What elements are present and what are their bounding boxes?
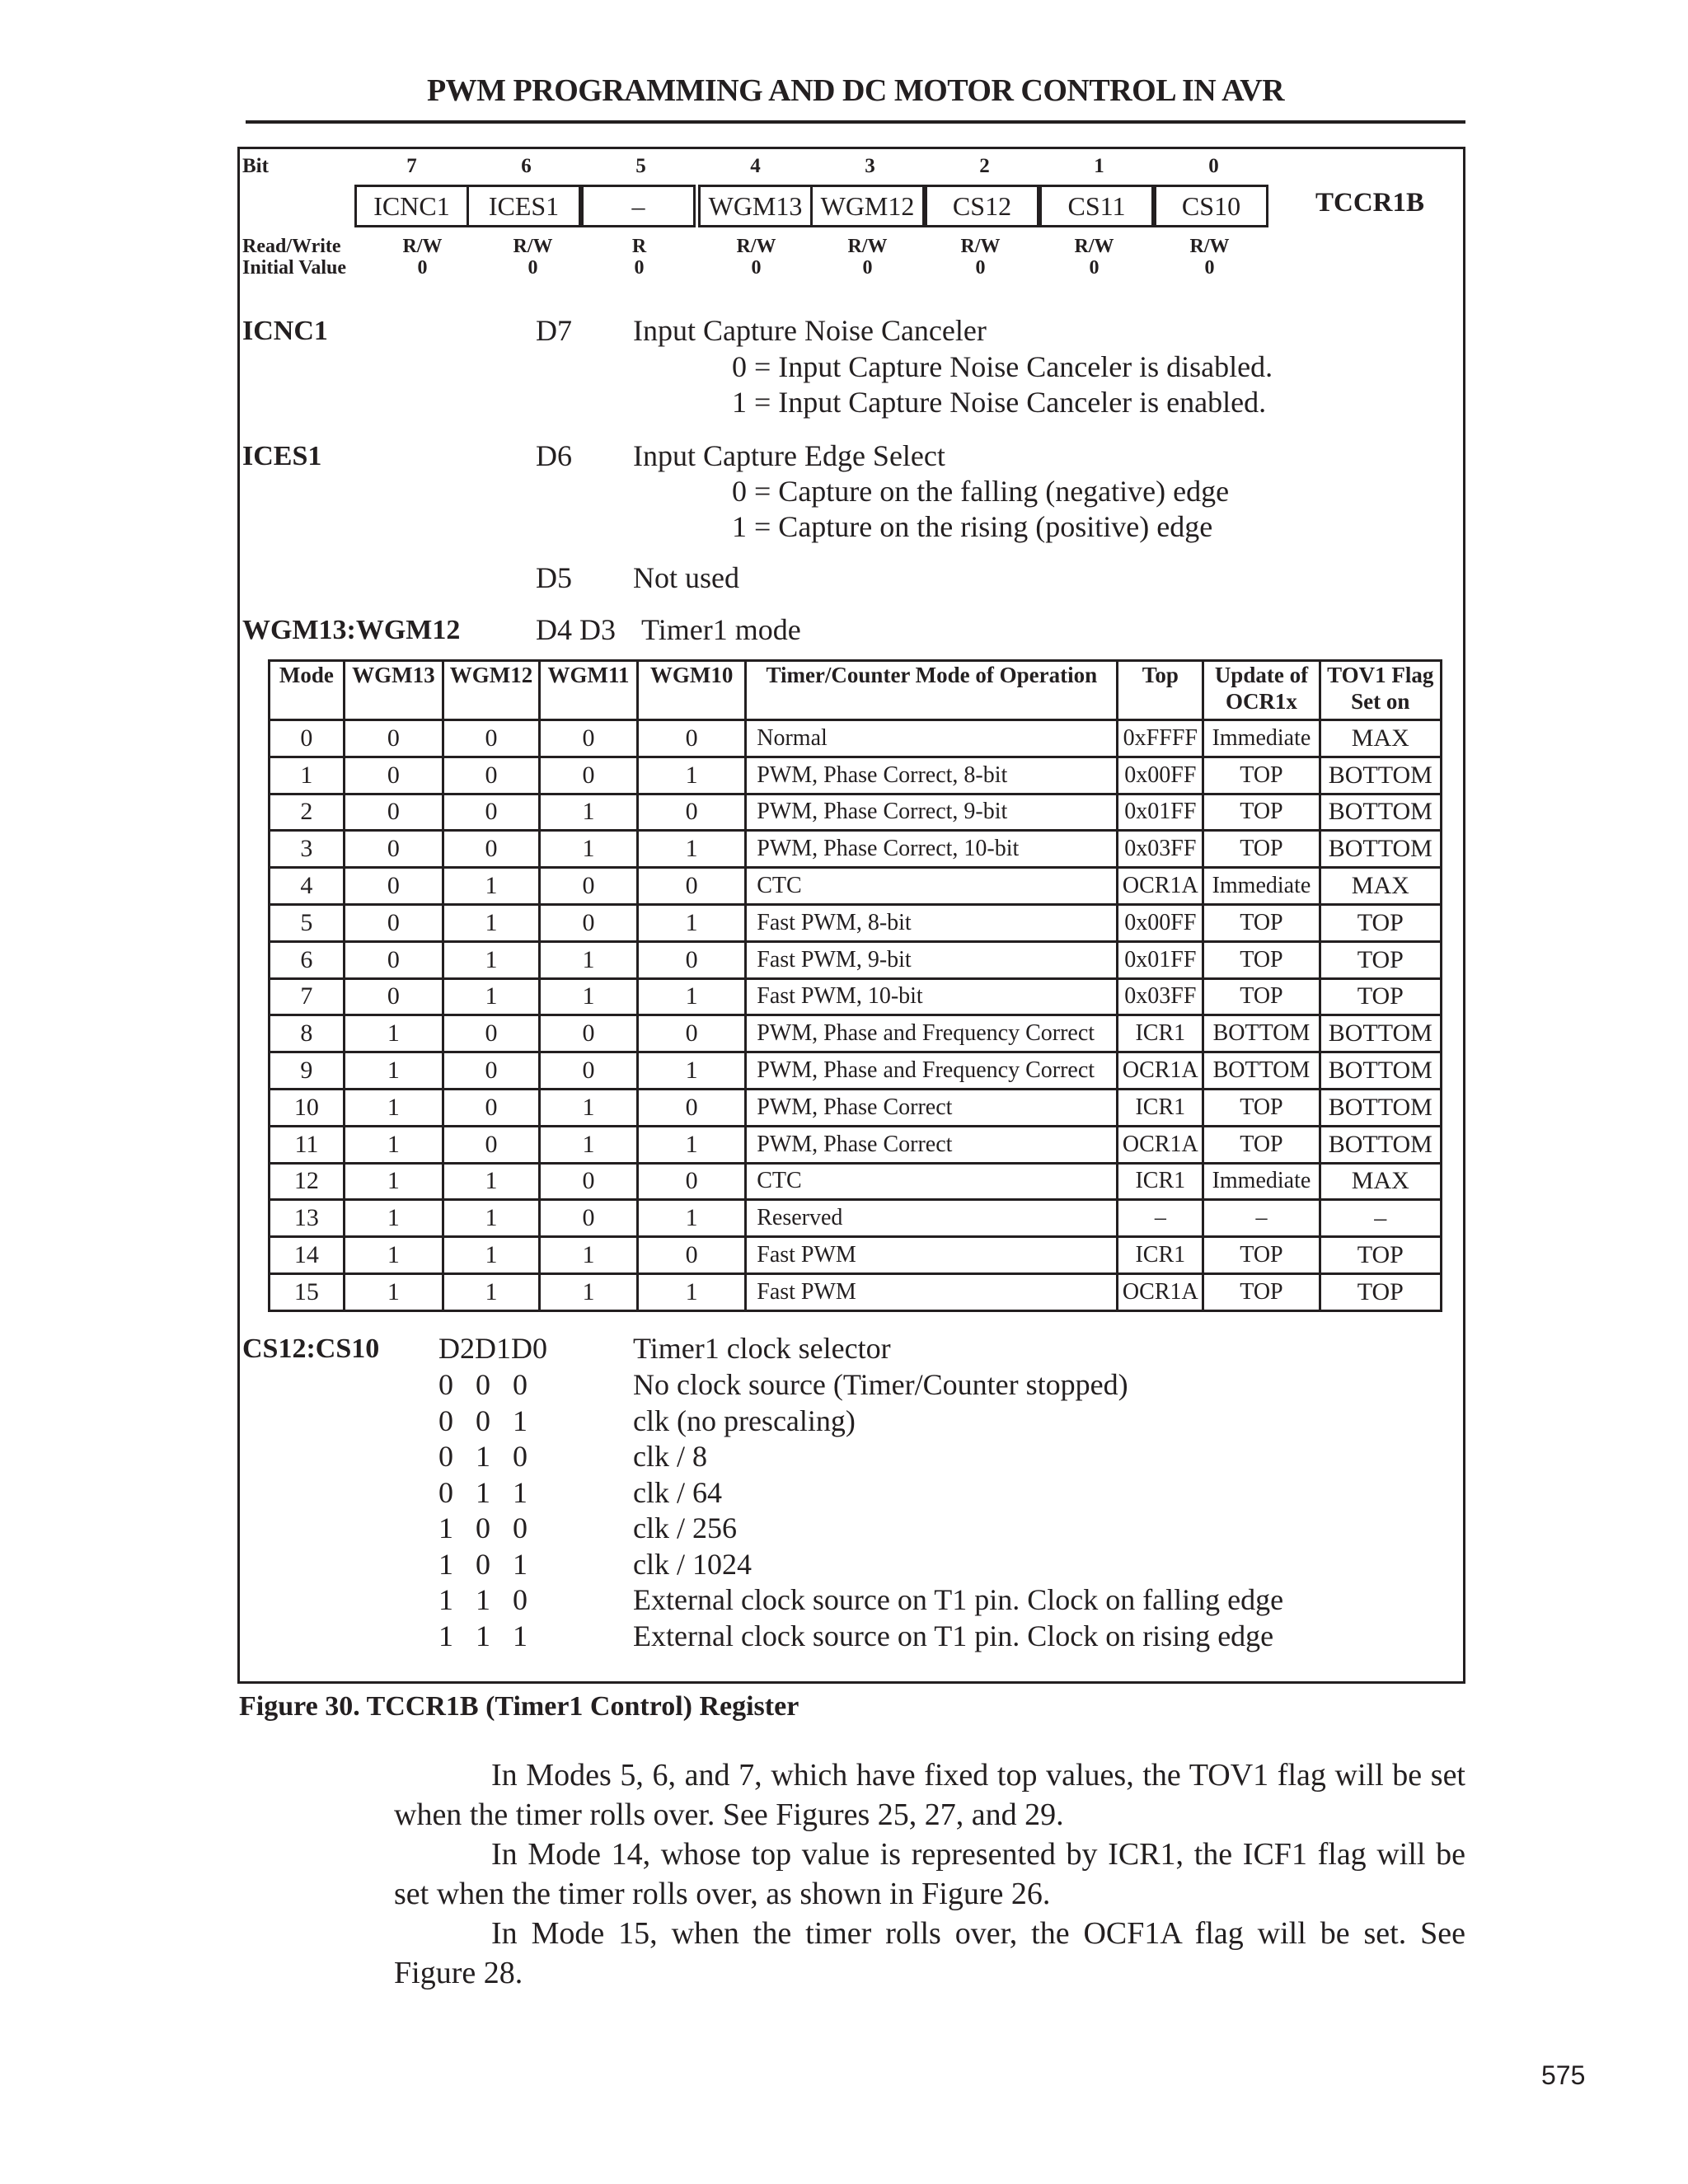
table-cell: 0: [443, 1015, 539, 1052]
bit-number: 7: [406, 155, 417, 177]
table-cell: PWM, Phase and Frequency Correct: [746, 1052, 1118, 1090]
table-cell: 1: [539, 1126, 637, 1163]
table-row: [270, 1015, 1442, 1052]
column-header: TOV1 Flag Set on: [1320, 661, 1441, 720]
bit-number: 6: [521, 155, 532, 177]
field-name-wgm: WGM13:WGM12: [242, 615, 461, 645]
field-title-d5: Not used: [633, 561, 739, 594]
field-title-icnc1: Input Capture Noise Canceler: [633, 314, 987, 347]
table-cell: 3: [270, 831, 345, 868]
table-cell: 1: [539, 978, 637, 1015]
table-header-row: [270, 661, 1442, 720]
table-cell: 0x00FF: [1118, 757, 1203, 794]
table-cell: 1: [443, 1200, 539, 1237]
table-cell: 1: [638, 831, 746, 868]
table-cell: 0: [344, 794, 443, 831]
register-bit-cell: WGM13: [698, 185, 813, 227]
bit-number: 3: [865, 155, 875, 177]
clock-bits: 0 1 0: [438, 1440, 528, 1473]
table-cell: 1: [443, 941, 539, 978]
table-cell: 0: [539, 1015, 637, 1052]
init-value: 0: [528, 257, 538, 279]
init-value: 0: [975, 257, 986, 279]
table-cell: 0: [344, 831, 443, 868]
table-cell: 0: [443, 794, 539, 831]
table-cell: –: [1118, 1200, 1203, 1237]
bit-number: 2: [979, 155, 990, 177]
read-write-label: Read/Write: [242, 236, 341, 257]
clock-description: External clock source on T1 pin. Clock on falling edge: [633, 1583, 1284, 1616]
table-row: [270, 1089, 1442, 1126]
table-cell: 1: [539, 1237, 637, 1274]
bit-label: Bit: [242, 155, 269, 177]
table-cell: 0: [344, 904, 443, 941]
table-cell: 0: [539, 904, 637, 941]
body-paragraph: In Modes 5, 6, and 7, which have fixed top values, the TOV1 flag will be set when the timer rolls over. See Figures 25, 27, and 29.: [394, 1758, 1465, 1832]
register-bit-cell: CS11: [1039, 185, 1154, 227]
table-cell: 1: [539, 1089, 637, 1126]
init-value: 0: [862, 257, 873, 279]
table-cell: 1: [344, 1052, 443, 1090]
table-cell: BOTTOM: [1203, 1052, 1320, 1090]
table-cell: 0: [638, 1015, 746, 1052]
clock-description: No clock source (Timer/Counter stopped): [633, 1368, 1128, 1401]
register-bit-cell: CS12: [925, 185, 1039, 227]
table-cell: TOP: [1203, 904, 1320, 941]
body-paragraph: In Mode 14, whose top value is represented by ICR1, the ICF1 flag will be set when the timer rolls over, as shown in Figure 26.: [394, 1837, 1465, 1911]
table-cell: 1: [344, 1163, 443, 1200]
table-row: [270, 978, 1442, 1015]
table-cell: TOP: [1203, 1089, 1320, 1126]
field-bit-icnc1: D7: [536, 314, 572, 347]
table-cell: 0: [638, 868, 746, 905]
rw-value: R: [631, 236, 647, 257]
rw-value: R/W: [736, 236, 776, 257]
body-paragraph: In Mode 15, when the timer rolls over, the OCF1A flag will be set. See Figure 28.: [394, 1916, 1465, 1990]
clock-bits: 1 1 1: [438, 1619, 528, 1652]
clock-description: External clock source on T1 pin. Clock on rising edge: [633, 1619, 1274, 1652]
init-value: 0: [751, 257, 762, 279]
clock-select-title: Timer1 clock selector: [633, 1332, 891, 1365]
field-line: 0 = Input Capture Noise Canceler is disabled.: [732, 350, 1273, 383]
column-header: Update of OCR1x: [1203, 661, 1320, 720]
table-cell: CTC: [746, 1163, 1118, 1200]
table-cell: 0x03FF: [1118, 978, 1203, 1015]
table-cell: 0: [638, 1237, 746, 1274]
table-cell: TOP: [1203, 1126, 1320, 1163]
table-cell: 0: [539, 1200, 637, 1237]
table-cell: OCR1A: [1118, 1126, 1203, 1163]
page-number: 575: [1541, 2060, 1586, 2090]
table-cell: TOP: [1320, 978, 1441, 1015]
table-row: [270, 720, 1442, 757]
register-bit-cell: WGM12: [810, 185, 925, 227]
table-cell: 1: [344, 1237, 443, 1274]
table-cell: Immediate: [1203, 868, 1320, 905]
clock-description: clk / 8: [633, 1440, 707, 1473]
table-row: [270, 1200, 1442, 1237]
table-cell: Fast PWM, 10-bit: [746, 978, 1118, 1015]
table-cell: BOTTOM: [1203, 1015, 1320, 1052]
table-cell: BOTTOM: [1320, 1015, 1441, 1052]
table-cell: 1: [443, 904, 539, 941]
field-bit-ices1: D6: [536, 439, 572, 472]
table-cell: OCR1A: [1118, 1273, 1203, 1310]
table-row: [270, 941, 1442, 978]
table-cell: 0: [638, 794, 746, 831]
table-cell: ICR1: [1118, 1015, 1203, 1052]
register-bit-cell: CS10: [1154, 185, 1268, 227]
table-cell: Reserved: [746, 1200, 1118, 1237]
clock-bits: 1 1 0: [438, 1583, 528, 1616]
bit-number: 0: [1208, 155, 1219, 177]
clock-description: clk / 64: [633, 1475, 722, 1509]
table-cell: 9: [270, 1052, 345, 1090]
table-cell: 0: [638, 1163, 746, 1200]
table-cell: 1: [443, 868, 539, 905]
table-cell: PWM, Phase Correct: [746, 1089, 1118, 1126]
table-cell: 0: [344, 941, 443, 978]
table-cell: 1: [638, 1126, 746, 1163]
table-cell: 12: [270, 1163, 345, 1200]
table-cell: PWM, Phase Correct, 10-bit: [746, 831, 1118, 868]
table-cell: 10: [270, 1089, 345, 1126]
table-row: [270, 1163, 1442, 1200]
table-cell: 14: [270, 1237, 345, 1274]
table-cell: TOP: [1203, 831, 1320, 868]
clock-bits: 1 0 0: [438, 1511, 528, 1544]
table-cell: 0x01FF: [1118, 794, 1203, 831]
table-row: [270, 831, 1442, 868]
table-cell: 0: [344, 757, 443, 794]
table-cell: 0: [638, 720, 746, 757]
clock-bits: 1 0 1: [438, 1547, 528, 1581]
table-cell: Normal: [746, 720, 1118, 757]
table-cell: 4: [270, 868, 345, 905]
field-line: 1 = Capture on the rising (positive) edge: [732, 510, 1213, 543]
table-cell: TOP: [1320, 904, 1441, 941]
field-name-ices1: ICES1: [242, 441, 322, 471]
table-cell: 1: [344, 1015, 443, 1052]
table-cell: 1: [638, 1273, 746, 1310]
column-header: Top: [1118, 661, 1203, 720]
table-cell: 0: [344, 720, 443, 757]
field-bit-wgm: D4 D3: [536, 613, 616, 646]
table-cell: 1: [539, 1273, 637, 1310]
table-cell: Fast PWM, 9-bit: [746, 941, 1118, 978]
table-cell: TOP: [1203, 1273, 1320, 1310]
table-cell: ICR1: [1118, 1089, 1203, 1126]
table-cell: 1: [443, 1237, 539, 1274]
table-cell: BOTTOM: [1320, 794, 1441, 831]
table-cell: PWM, Phase Correct, 9-bit: [746, 794, 1118, 831]
table-cell: PWM, Phase Correct, 8-bit: [746, 757, 1118, 794]
table-cell: 0: [638, 1089, 746, 1126]
clock-description: clk / 1024: [633, 1547, 752, 1581]
field-line: 0 = Capture on the falling (negative) edge: [732, 475, 1230, 508]
timer-mode-table: [268, 659, 1442, 1312]
init-value: 0: [1089, 257, 1100, 279]
register-bit-cell: –: [581, 185, 696, 227]
table-cell: MAX: [1320, 720, 1441, 757]
init-value: 0: [1204, 257, 1215, 279]
bit-number: 5: [635, 155, 646, 177]
table-cell: TOP: [1203, 757, 1320, 794]
table-cell: MAX: [1320, 1163, 1441, 1200]
table-row: [270, 868, 1442, 905]
field-name-cs: CS12:CS10: [242, 1333, 380, 1364]
rw-value: R/W: [960, 236, 1001, 257]
column-header: WGM11: [539, 661, 637, 720]
table-cell: ICR1: [1118, 1237, 1203, 1274]
rw-value: R/W: [1074, 236, 1114, 257]
table-cell: –: [1203, 1200, 1320, 1237]
table-cell: 1: [638, 1052, 746, 1090]
rw-value: R/W: [402, 236, 443, 257]
table-cell: PWM, Phase and Frequency Correct: [746, 1015, 1118, 1052]
field-bit-d5: D5: [536, 561, 572, 594]
table-cell: 0: [539, 1052, 637, 1090]
table-cell: Fast PWM: [746, 1237, 1118, 1274]
table-cell: TOP: [1320, 941, 1441, 978]
table-cell: 1: [539, 794, 637, 831]
table-cell: 1: [638, 904, 746, 941]
clock-description: clk (no prescaling): [633, 1404, 856, 1437]
clock-bits: 0 0 0: [438, 1368, 528, 1401]
bit-number: 1: [1094, 155, 1104, 177]
column-header: Timer/Counter Mode of Operation: [746, 661, 1118, 720]
table-cell: OCR1A: [1118, 868, 1203, 905]
column-header: WGM13: [344, 661, 443, 720]
table-cell: 1: [443, 1273, 539, 1310]
table-cell: 13: [270, 1200, 345, 1237]
table-cell: 0: [270, 720, 345, 757]
clock-bits: 0 1 1: [438, 1475, 528, 1509]
table-cell: TOP: [1320, 1237, 1441, 1274]
table-row: [270, 794, 1442, 831]
table-cell: 0: [344, 978, 443, 1015]
rw-value: R/W: [513, 236, 553, 257]
table-cell: 0: [443, 1126, 539, 1163]
register-name: TCCR1B: [1315, 188, 1425, 218]
register-bit-cell: ICES1: [467, 185, 581, 227]
table-cell: 0: [539, 720, 637, 757]
table-row: [270, 1237, 1442, 1274]
register-bit-cell: ICNC1: [354, 185, 469, 227]
table-cell: 0: [443, 831, 539, 868]
rw-value: R/W: [847, 236, 888, 257]
table-cell: TOP: [1320, 1273, 1441, 1310]
table-cell: 1: [344, 1126, 443, 1163]
table-cell: 0: [443, 1089, 539, 1126]
figure-caption: Figure 30. TCCR1B (Timer1 Control) Register: [239, 1691, 799, 1722]
table-cell: TOP: [1203, 1237, 1320, 1274]
table-cell: TOP: [1203, 941, 1320, 978]
table-cell: 8: [270, 1015, 345, 1052]
table-cell: BOTTOM: [1320, 757, 1441, 794]
table-cell: 0: [344, 868, 443, 905]
table-cell: 6: [270, 941, 345, 978]
table-row: [270, 1126, 1442, 1163]
table-cell: ICR1: [1118, 1163, 1203, 1200]
table-cell: Fast PWM: [746, 1273, 1118, 1310]
table-cell: 1: [270, 757, 345, 794]
table-row: [270, 757, 1442, 794]
field-title-wgm: Timer1 mode: [641, 613, 801, 646]
table-cell: 1: [443, 978, 539, 1015]
table-row: [270, 904, 1442, 941]
table-cell: 0: [443, 757, 539, 794]
table-body: [270, 720, 1442, 1311]
table-cell: OCR1A: [1118, 1052, 1203, 1090]
column-header: WGM10: [638, 661, 746, 720]
initial-value-label: Initial Value: [242, 257, 347, 279]
table-cell: 0x03FF: [1118, 831, 1203, 868]
table-cell: Immediate: [1203, 1163, 1320, 1200]
table-cell: 0: [443, 720, 539, 757]
table-cell: 0xFFFF: [1118, 720, 1203, 757]
table-cell: 1: [344, 1089, 443, 1126]
table-cell: PWM, Phase Correct: [746, 1126, 1118, 1163]
init-value: 0: [417, 257, 428, 279]
page-header-title: PWM PROGRAMMING AND DC MOTOR CONTROL IN AVR: [426, 73, 1285, 108]
clock-description: clk / 256: [633, 1511, 737, 1544]
column-header: WGM12: [443, 661, 539, 720]
clock-bits: 0 0 1: [438, 1404, 528, 1437]
table-row: [270, 1052, 1442, 1090]
table-cell: 1: [344, 1200, 443, 1237]
table-cell: BOTTOM: [1320, 1052, 1441, 1090]
table-cell: 0: [539, 1163, 637, 1200]
table-cell: BOTTOM: [1320, 1089, 1441, 1126]
table-cell: Fast PWM, 8-bit: [746, 904, 1118, 941]
table-row: [270, 1273, 1442, 1310]
table-cell: 1: [344, 1273, 443, 1310]
field-line: 1 = Input Capture Noise Canceler is enabled.: [732, 386, 1267, 419]
table-cell: MAX: [1320, 868, 1441, 905]
rw-value: R/W: [1189, 236, 1230, 257]
table-cell: 1: [638, 1200, 746, 1237]
table-cell: BOTTOM: [1320, 1126, 1441, 1163]
table-cell: Immediate: [1203, 720, 1320, 757]
table-cell: 1: [539, 831, 637, 868]
table-cell: 1: [638, 978, 746, 1015]
table-cell: 2: [270, 794, 345, 831]
table-cell: 1: [443, 1163, 539, 1200]
table-cell: CTC: [746, 868, 1118, 905]
table-cell: 0: [539, 868, 637, 905]
clock-bits-header: D2D1D0: [438, 1332, 547, 1365]
table-cell: 0: [539, 757, 637, 794]
table-cell: 11: [270, 1126, 345, 1163]
table-cell: 15: [270, 1273, 345, 1310]
table-cell: TOP: [1203, 978, 1320, 1015]
table-cell: 7: [270, 978, 345, 1015]
column-header: Mode: [270, 661, 345, 720]
table-cell: BOTTOM: [1320, 831, 1441, 868]
table-cell: 0x00FF: [1118, 904, 1203, 941]
field-name-icnc1: ICNC1: [242, 316, 328, 346]
init-value: 0: [634, 257, 645, 279]
field-title-ices1: Input Capture Edge Select: [633, 439, 945, 472]
table-cell: 1: [638, 757, 746, 794]
table-cell: TOP: [1203, 794, 1320, 831]
table-cell: 0: [443, 1052, 539, 1090]
table-cell: 5: [270, 904, 345, 941]
table-cell: 0x01FF: [1118, 941, 1203, 978]
header-rule: [246, 120, 1465, 124]
table-cell: 0: [638, 941, 746, 978]
table-cell: –: [1320, 1200, 1441, 1237]
table-cell: 1: [539, 941, 637, 978]
bit-number: 4: [750, 155, 761, 177]
